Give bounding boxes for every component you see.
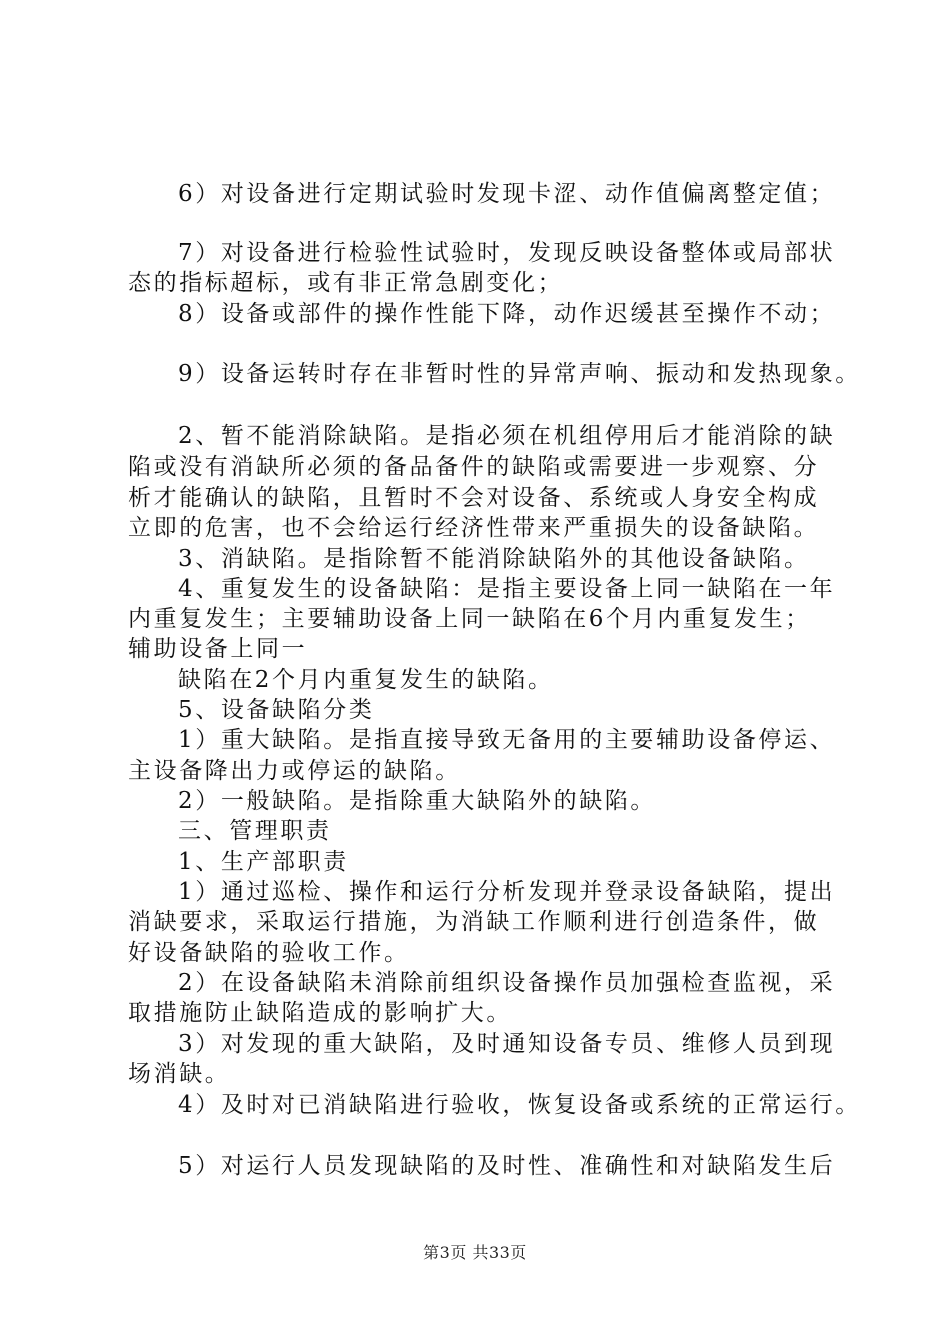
text-line: 场消缺。 — [128, 1061, 231, 1087]
text-line: 立即的危害，也不会给运行经济性带来严重损失的设备缺陷。 — [128, 515, 820, 541]
text-line: 消缺要求，采取运行措施，为消缺工作顺利进行创造条件，做 — [128, 909, 820, 935]
text-line: 1）重大缺陷。是指直接导致无备用的主要辅助设备停运、 — [178, 727, 836, 753]
text-line: 3）对发现的重大缺陷，及时通知设备专员、维修人员到现 — [178, 1031, 836, 1057]
text-line: 好设备缺陷的验收工作。 — [128, 940, 410, 966]
text-line: 4）及时对已消缺陷进行验收，恢复设备或系统的正常运行。 — [178, 1092, 861, 1118]
text-line: 态的指标超标，或有非正常急剧变化； — [128, 270, 564, 296]
text-line: 主设备降出力或停运的缺陷。 — [128, 758, 461, 784]
text-line: 2）一般缺陷。是指除重大缺陷外的缺陷。 — [178, 788, 657, 814]
text-line: 7）对设备进行检验性试验时，发现反映设备整体或局部状 — [178, 240, 836, 266]
text-line: 内重复发生；主要辅助设备上同一缺陷在6个月内重复发生； — [128, 606, 811, 632]
text-line: 5、设备缺陷分类 — [178, 697, 375, 723]
text-line: 1）通过巡检、操作和运行分析发现并登录设备缺陷，提出 — [178, 879, 836, 905]
section-heading: 三、管理职责 — [178, 818, 332, 844]
text-line: 辅助设备上同一 — [128, 636, 308, 662]
text-line: 陷或没有消缺所必须的备品备件的缺陷或需要进一步观察、分 — [128, 454, 820, 480]
text-line: 2）在设备缺陷未消除前组织设备操作员加强检查监视，采 — [178, 970, 836, 996]
subsection-heading: 1、生产部职责 — [178, 849, 349, 875]
text-line: 6）对设备进行定期试验时发现卡涩、动作值偏离整定值； — [178, 181, 836, 207]
text-line: 9）设备运转时存在非暂时性的异常声响、振动和发热现象。 — [178, 361, 861, 387]
text-line: 析才能确认的缺陷，且暂时不会对设备、系统或人身安全构成 — [128, 485, 820, 511]
text-line: 5）对运行人员发现缺陷的及时性、准确性和对缺陷发生后 — [178, 1153, 836, 1179]
text-line: 4、重复发生的设备缺陷：是指主要设备上同一缺陷在一年 — [178, 576, 836, 602]
page-number-footer: 第3页 共33页 — [423, 1243, 527, 1262]
text-line: 缺陷在2个月内重复发生的缺陷。 — [178, 667, 554, 693]
text-line: 8）设备或部件的操作性能下降，动作迟缓甚至操作不动； — [178, 301, 836, 327]
text-line: 3、消缺陷。是指除暂不能消除缺陷外的其他设备缺陷。 — [178, 546, 810, 572]
text-line: 取措施防止缺陷造成的影响扩大。 — [128, 1000, 512, 1026]
text-line: 2、暂不能消除缺陷。是指必须在机组停用后才能消除的缺 — [178, 423, 836, 449]
